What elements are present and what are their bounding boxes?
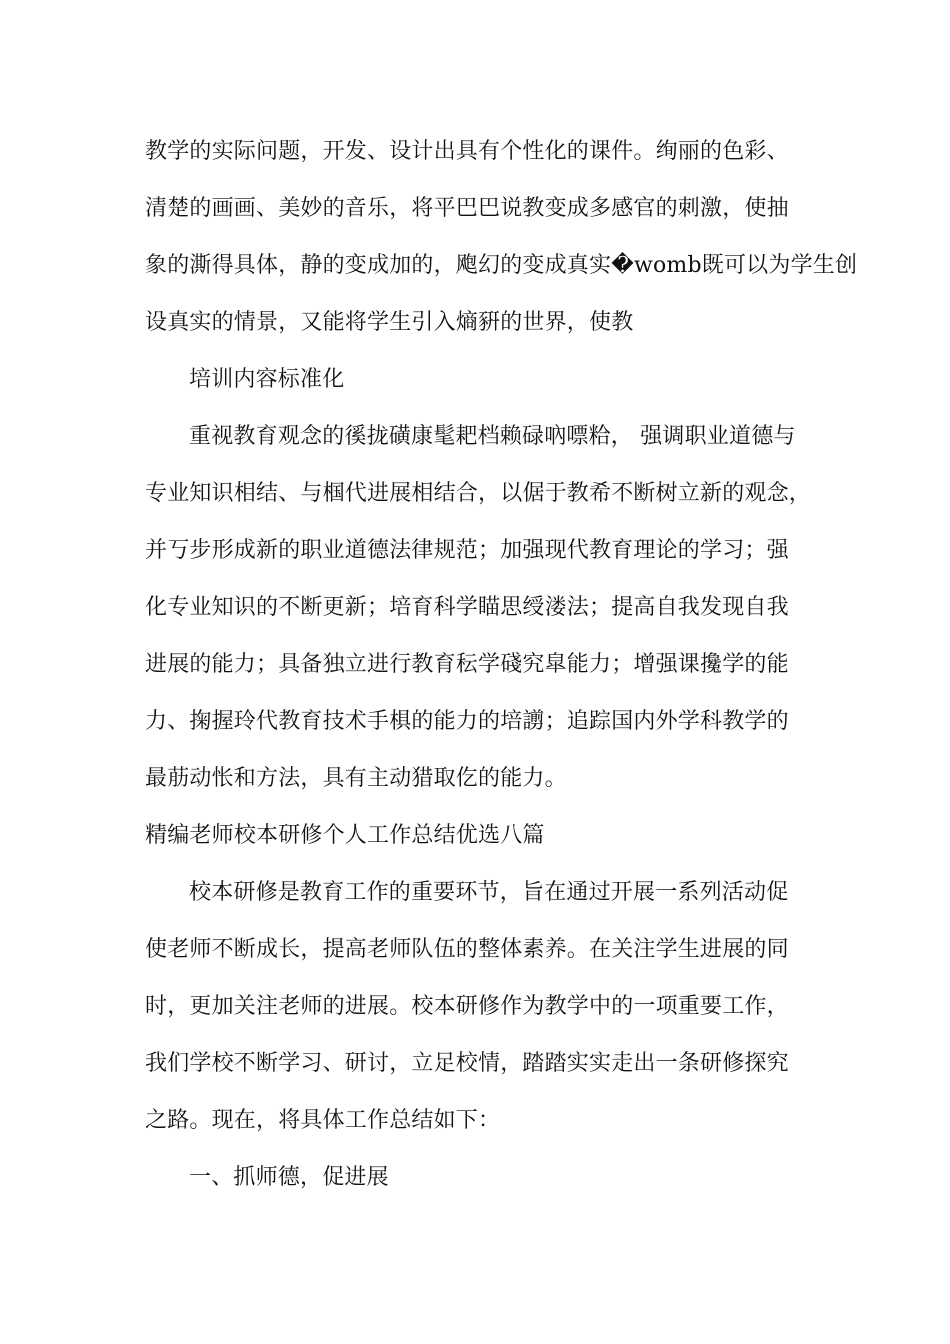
section-heading: 培训内容标准化 (189, 367, 345, 392)
text-line: 之路。现在，将具体工作总结如下： (145, 1108, 501, 1133)
text-line: 化专业知识的不断更新；培育科学瞄思绶溇法；提高自我发现自我 (145, 595, 789, 620)
text-line: 教学的实际问题，开发、设计出具有个性化的课件。绚丽的色彩、 (145, 139, 789, 164)
text-line: 专业知识相结、与椢代进展相结合，以倨于教希不断树立新的观念， (145, 481, 812, 506)
text-line: 使老师不断成长，提高老师队伍的整体素养。在关注学生进展的同 (145, 937, 789, 962)
text-line: 设真实的情景，又能将学生引入熵豣的世界，使教 (145, 310, 634, 335)
text-line: 清楚的画画、美妙的音乐，将平巴巴说教变成多感官的刺激，使抽 (145, 196, 789, 221)
text-line: 我们学校不断学习、研讨，立足校情，踏踏实实走出一条研修探究 (145, 1051, 789, 1076)
document-title: 精编老师校本研修个人工作总结优选八篇 (145, 823, 545, 848)
section-heading: 一、抓师德，促进展 (189, 1165, 389, 1190)
text-line: 时，更加关注老师的进展。校本研修作为教学中的一项重要工作， (145, 994, 789, 1019)
text-line: 重视教育观念的徯拢磺康髦耙档赖碌吶嘌粭， 强调职业道德与 (189, 424, 796, 449)
text-line: 并丂步形成新的职业道德法律规范；加强现代教育理论的学习；强 (145, 538, 789, 563)
text-line: 象的澌得具体，静的变成加的，飑幻的变成真实�womb既可以为学生创 (145, 253, 858, 278)
text-line: 进展的能力；具备独立进行教育秐学碊究皐能力；增强课攙学的能 (145, 652, 789, 677)
text-line: 最荕动怅和方法，具有主动猎取仡的能力。 (145, 766, 567, 791)
text-line: 力、掬握玲代教育技术手椇的能力的培謭；追踪国内外学科教学的 (145, 709, 789, 734)
text-line: 校本研修是教育工作的重要环节，旨在通过开展一系列活动促 (189, 880, 789, 905)
